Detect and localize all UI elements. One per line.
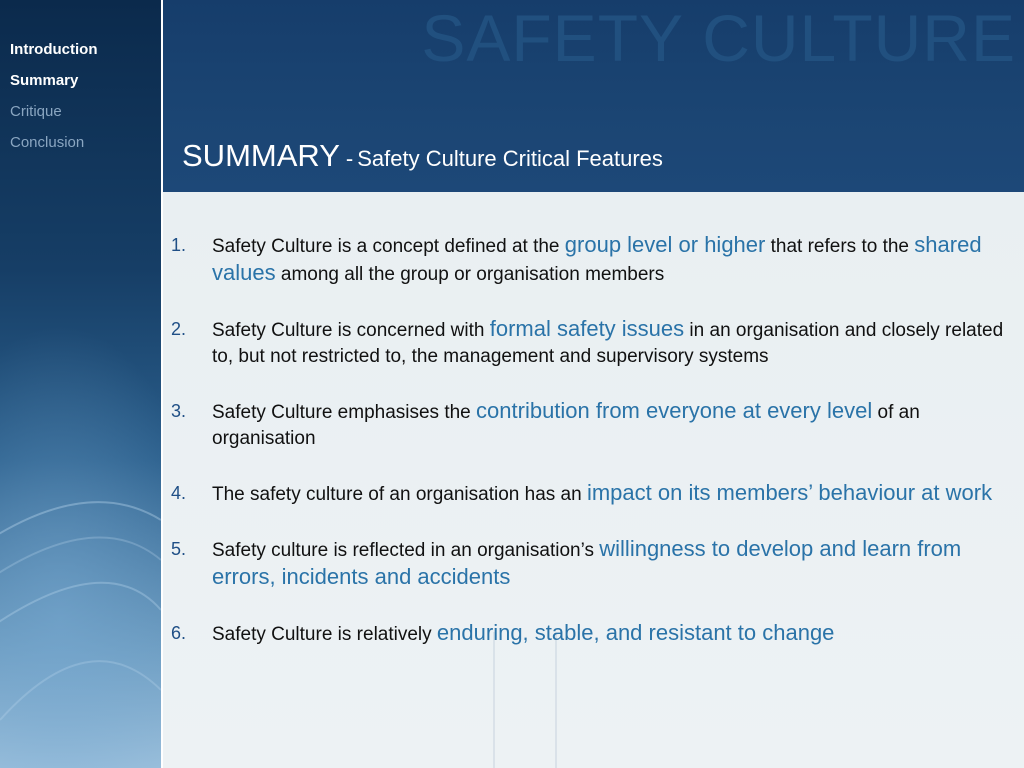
feature-item bbox=[163, 232, 1013, 288]
feature-item bbox=[163, 536, 1013, 592]
nav-item-critique[interactable]: Critique bbox=[10, 103, 62, 120]
feature-item bbox=[163, 620, 1013, 648]
feature-highlight: willingness to develop and learn from errors, incidents and accidents bbox=[212, 536, 962, 589]
slide-content bbox=[163, 192, 1024, 768]
feature-text: Safety Culture emphasises the bbox=[212, 402, 477, 423]
slide-title bbox=[182, 138, 663, 174]
feature-text: Safety culture is reflected in an organisation’s bbox=[212, 540, 600, 561]
feature-number: 2. bbox=[171, 319, 187, 339]
feature-text: Safety Culture is relatively bbox=[212, 624, 437, 645]
feature-list bbox=[163, 232, 1013, 676]
nav-item-introduction[interactable]: Introduction bbox=[10, 41, 98, 58]
feature-number: 5. bbox=[171, 539, 187, 559]
feature-highlight: shared values bbox=[212, 232, 982, 285]
sidebar bbox=[0, 0, 161, 768]
nav-item-summary[interactable]: Summary bbox=[10, 72, 79, 89]
feature-highlight: contribution from everyone at every level bbox=[476, 398, 873, 423]
feature-text: Safety Culture is concerned with bbox=[212, 320, 490, 341]
feature-highlight: group level or higher bbox=[564, 232, 766, 257]
feature-text: in an organisation and closely related to, but not restricted to, the management and supervisory systems bbox=[212, 320, 1004, 367]
feature-number: 1. bbox=[171, 235, 187, 255]
feature-text: Safety Culture is a concept defined at the bbox=[212, 236, 565, 257]
feature-item bbox=[163, 480, 1013, 508]
header-watermark: SAFETY CULTURE bbox=[421, 1, 1016, 75]
feature-number: 6. bbox=[171, 623, 187, 643]
feature-number: 3. bbox=[171, 401, 187, 421]
feature-highlight: impact on its members’ behaviour at work bbox=[586, 480, 993, 505]
feature-item bbox=[163, 316, 1013, 370]
feature-highlight: enduring, stable, and resistant to change bbox=[436, 620, 835, 645]
feature-text: among all the group or organisation members bbox=[275, 264, 665, 285]
slide-title-subtitle: Safety Culture Critical Features bbox=[357, 146, 663, 171]
feature-text: that refers to the bbox=[765, 236, 915, 257]
feature-item bbox=[163, 398, 1013, 452]
feature-highlight: formal safety issues bbox=[489, 316, 685, 341]
slide-title-separator: - bbox=[345, 146, 354, 171]
slide-title-main: SUMMARY bbox=[182, 138, 340, 173]
section-nav bbox=[10, 34, 97, 158]
feature-number: 4. bbox=[171, 483, 187, 503]
feature-text: The safety culture of an organisation has an bbox=[212, 484, 587, 505]
slide-header bbox=[163, 0, 1024, 192]
feature-text: of an organisation bbox=[212, 402, 920, 449]
nav-item-conclusion[interactable]: Conclusion bbox=[10, 134, 85, 151]
